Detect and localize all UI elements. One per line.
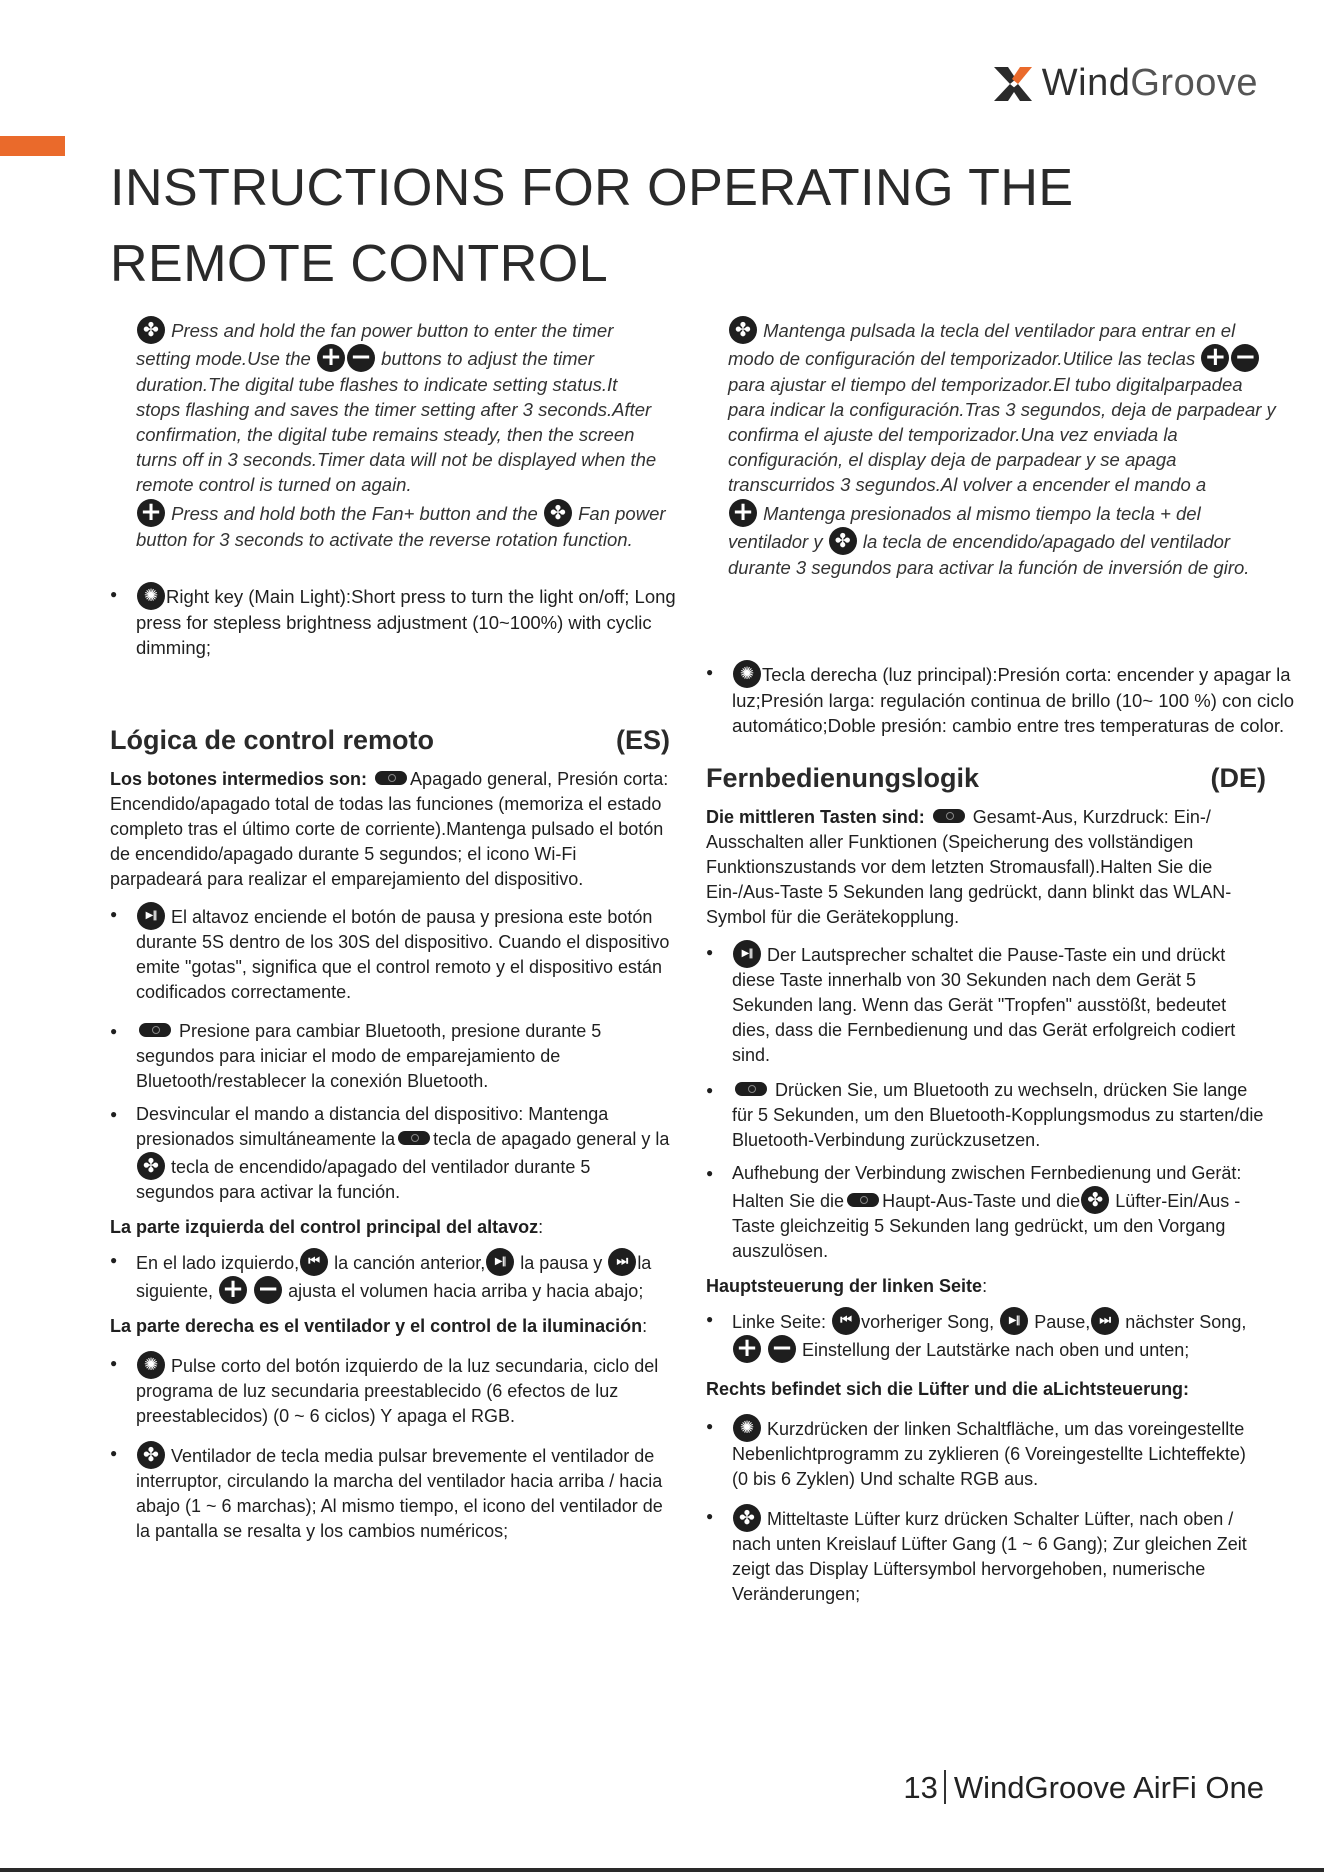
play-pause-icon <box>137 902 165 930</box>
de-left-label: Hauptsteuerung der linken Seite: <box>706 1276 988 1296</box>
plus-icon <box>219 1276 247 1304</box>
light-icon <box>733 660 761 688</box>
bluetooth-pill-icon <box>735 1082 767 1096</box>
footer-divider <box>944 1770 946 1804</box>
fan-icon <box>829 527 857 555</box>
plus-icon <box>729 499 757 527</box>
es-bullet-fan: ✤ ● Ventilador de tecla media pulsar brevemente el ventilador de interruptor, circulando la marcha del ventilador hacia arriba / hacia abajo (1 ~ 6 marchas); Al mismo tiempo, el icono del ventilador de la pantalla se resalta y los cambios numéricos; <box>110 1441 670 1544</box>
es-reverse: + Mantenga presionados al mismo tiempo la tecla + del ventilador y ✤ la tecla de encendido/apagado del ventilador durante 3 segundos para activar la función de inversión de giro. <box>728 499 1276 580</box>
en-right-key: ✺● Right key (Main Light):Short press to turn the light on/off; Long press for stepless brightness adjustment (10~100%) with cyclic dimming; <box>110 582 704 660</box>
fan-icon <box>729 316 757 344</box>
plus-icon <box>733 1335 761 1363</box>
de-heading: Fernbedienungslogik (DE) <box>706 763 1266 793</box>
es-bullet-light: ✺ ● Pulse corto del botón izquierdo de la luz secundaria, ciclo del programa de luz secundaria preestablecido (6 efectos de luz preestablecidos) (0 ~ 6 ciclos) Y apaga el RGB. <box>110 1351 670 1429</box>
de-mid: Die mittleren Tasten sind: Gesamt-Aus, Kurzdruck: Ein-/ Ausschalten aller Funktionen (Speicherung des vollständigen Funktionszustands vor dem letzten Stromausfall).Halten Sie die Ein-/Aus-Taste 5 Sekunden lang gedrückt, dann blinkt das WLAN-Symbol für die Gerätekopplung. <box>706 807 1232 927</box>
light-icon <box>137 1351 165 1379</box>
light-icon <box>733 1414 761 1442</box>
fan-icon <box>137 1441 165 1469</box>
play-pause-icon <box>733 940 761 968</box>
es-left-item: ● En el lado izquierdo,⏮ la canción anterior,▶‖ la pausa y ⏭ la siguiente, + − ajusta el volumen hacia arriba y hacia abajo; <box>110 1248 670 1304</box>
brand-logo <box>992 62 1258 105</box>
en-section <box>136 316 666 552</box>
page-footer <box>903 1770 1264 1806</box>
next-track-icon <box>608 1248 636 1276</box>
es-mid: Los botones intermedios son: Apagado general, Presión corta: Encendido/apagado total de todas las funciones (memoriza el estado completo tras el último corte de corriente).Mantenga pulsado el botón de encendido/apagado durante 5 segundos; el icono Wi-Fi parpadeará para realizar el emparejamiento del dispositivo. <box>110 769 669 889</box>
es-bullet-unpair: ● Desvincular el mando a distancia del dispositivo: Mantenga presionados simultáneamente la tecla de apagado general y la ✤ tecla de encendido/apagado del ventilador durante 5 segundos para activar la función. <box>110 1102 670 1205</box>
fan-icon <box>137 1152 165 1180</box>
page-number: 13 <box>903 1770 938 1805</box>
en-reverse: + Press and hold both the Fan+ button and the ✤ Fan power button for 3 seconds to activate the reverse rotation function. <box>136 499 666 552</box>
minus-icon <box>347 344 375 372</box>
de-bullet-fan: ✤ ● Mitteltaste Lüfter kurz drücken Schalter Lüfter, nach oben / nach unten Kreislauf Lüfter Gang (1 ~ 6 Gang); Zur gleichen Zeit zeigt das Display Lüftersymbol hervorgehoben, numerische Veränderungen; <box>706 1504 1266 1607</box>
accent-bar <box>0 136 65 156</box>
es-section <box>110 725 670 1544</box>
es-right-key: ✺● Tecla derecha (luz principal):Presión corta: encender y apagar la luz;Presión larga: regulación continua de brillo (10~ 100 %) con ciclo automático;Doble presión: cambio entre tres temperaturas de color. <box>706 660 1302 738</box>
de-section <box>706 763 1266 1607</box>
brand-name: WindGroove <box>1041 62 1258 104</box>
es-top-section <box>728 316 1276 580</box>
fan-icon <box>1081 1186 1109 1214</box>
de-bullet-pairing: ▶‖ ● Der Lautsprecher schaltet die Pause-Taste ein und drückt diese Taste innerhalb von 30 Sekunden nach dem Gerät 5 Sekunden lang. Wenn das Gerät "Tropfen" ausstößt, bedeutet dies, dass die Fernbedienung und das Gerät erfolgreich codiert sind. <box>706 940 1266 1068</box>
plus-icon <box>317 344 345 372</box>
fan-icon <box>733 1504 761 1532</box>
windgroove-logo-icon <box>992 65 1034 103</box>
minus-icon <box>768 1335 796 1363</box>
page-title: INSTRUCTIONS FOR OPERATING THE REMOTE CONTROL <box>110 159 1074 293</box>
minus-icon <box>254 1276 282 1304</box>
previous-track-icon <box>300 1248 328 1276</box>
de-left-item: ● Linke Seite: ⏮ vorheriger Song, ▶‖ Pause,⏭ nächster Song, + − Einstellung der Lautstärke nach oben und unten; <box>706 1307 1266 1363</box>
next-track-icon <box>1091 1307 1119 1335</box>
es-left-label: La parte izquierda del control principal del altavoz: <box>110 1217 544 1237</box>
bluetooth-pill-icon <box>139 1023 171 1037</box>
power-pill-icon <box>847 1193 879 1207</box>
light-icon <box>137 582 165 610</box>
power-pill-icon <box>375 771 407 785</box>
plus-icon <box>137 499 165 527</box>
fan-icon <box>544 499 572 527</box>
es-bullet-pairing: ▶‖ ● El altavoz enciende el botón de pausa y presiona este botón durante 5S dentro de los 30S del dispositivo. Cuando el dispositivo emite "gotas", significa que el control remoto y el dispositivo están codificados correctamente. <box>110 902 670 1005</box>
minus-icon <box>1231 344 1259 372</box>
bottom-rule <box>0 1868 1324 1872</box>
plus-icon <box>1201 344 1229 372</box>
de-bullet-unpair: ● Aufhebung der Verbindung zwischen Fernbedienung und Gerät: Halten Sie die Haupt-Aus-Taste und die✤ Lüfter-Ein/Aus -Taste gleichzeitig 5 Sekunden lang gedrückt, um den Vorgang auszulösen. <box>706 1161 1266 1264</box>
fan-icon <box>137 316 165 344</box>
play-pause-icon <box>486 1248 514 1276</box>
es-timer: ✤ Mantenga pulsada la tecla del ventilador para entrar en el modo de configuración del temporizador.Utilice las teclas +− para ajustar el tiempo del temporizador.El tubo digitalparpadea para indicar la configuración.Tras 3 segundos, deja de parpadear y confirma el ajuste del temporizador.Una vez enviada la configuración, el display deja de parpadear y se apaga transcurridos 3 segundos.Al volver a encender el mando a <box>728 316 1276 497</box>
en-timer: ✤ Press and hold the fan power button to enter the timer setting mode.Use the +− buttons to adjust the timer duration.The digital tube flashes to indicate setting status.It stops flashing and saves the timer setting after 3 seconds.After confirmation, the digital tube remains steady, then the screen turns off in 3 seconds.Timer data will not be displayed when the remote control is turned on again. <box>136 316 666 497</box>
power-pill-icon <box>398 1131 430 1145</box>
de-right-label: Rechts befindet sich die Lüfter und die aLichtsteuerung: <box>706 1379 1190 1399</box>
de-bullet-bluetooth: ● Drücken Sie, um Bluetooth zu wechseln, drücken Sie lange für 5 Sekunden, um den Bluetooth-Kopplungsmodus zu starten/die Bluetooth-Verbindung zurückzusetzen. <box>706 1078 1266 1153</box>
product-name: WindGroove AirFi One <box>953 1770 1264 1805</box>
es-right-label: La parte derecha es el ventilador y el control de la iluminación: <box>110 1316 648 1336</box>
es-bullet-bluetooth: ● Presione para cambiar Bluetooth, presione durante 5 segundos para iniciar el modo de emparejamiento de Bluetooth/restablecer la conexión Bluetooth. <box>110 1019 670 1094</box>
de-bullet-light: ✺ ● Kurzdrücken der linken Schaltfläche, um das voreingestellte Nebenlichtprogramm zu zyklieren (6 Voreingestellte Lichteffekte) (0 bis 6 Zyklen) Und schalte RGB aus. <box>706 1414 1266 1492</box>
play-pause-icon <box>1000 1307 1028 1335</box>
previous-track-icon <box>832 1307 860 1335</box>
es-heading: Lógica de control remoto (ES) <box>110 725 670 755</box>
power-pill-icon <box>933 809 965 823</box>
